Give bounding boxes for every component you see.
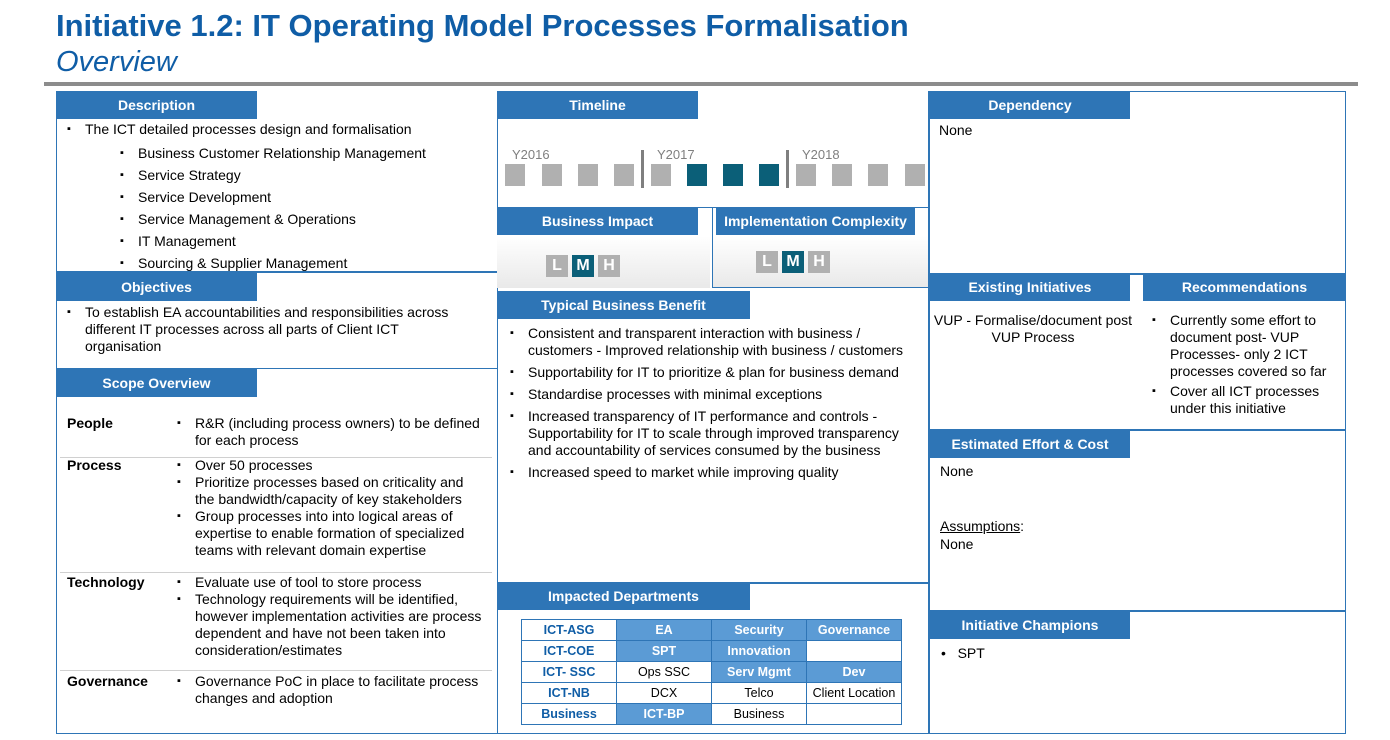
timeline-header: Timeline: [497, 91, 698, 119]
dependency-value: None: [939, 122, 973, 138]
scope-label-process: Process: [67, 457, 122, 473]
rating-high: H: [808, 251, 830, 273]
timeline-quarter: [687, 164, 707, 186]
dependency-header: Dependency: [930, 91, 1130, 119]
scope-label-technology: Technology: [67, 574, 145, 590]
recommendation-item: ▪ Currently some effort to document post- VUP Processes- only 2 ICT processes covered so far: [1152, 312, 1342, 380]
timeline-quarter: [723, 164, 743, 186]
rating-low: L: [756, 251, 778, 273]
scope-header: Scope Overview: [56, 369, 257, 397]
timeline-year-label: Y2018: [802, 147, 840, 162]
benefit-item: ▪ Consistent and transparent interaction with business / customers - Improved relationship with business / customers: [510, 325, 914, 359]
objectives-item: ▪ To establish EA accountabilities and responsibilities across different IT processes across all parts of Client ICT organisation: [67, 304, 477, 355]
department-cell: [807, 641, 902, 662]
description-item: ▪ Sourcing & Supplier Management: [120, 255, 487, 272]
department-cell: Client Location: [807, 683, 902, 704]
recommendation-item: ▪ Cover all ICT processes under this initiative: [1152, 383, 1342, 417]
description-content: [67, 121, 487, 277]
effort-value: None: [940, 463, 974, 479]
scope-bullet: ▪ Technology requirements will be identified, however implementation activities are process dependent and have not been taken into consideration/estimates: [177, 591, 482, 659]
benefit-item: ▪ Supportability for IT to prioritize & plan for business demand: [510, 364, 914, 381]
timeline-quarter: [505, 164, 525, 186]
scope-bullet: ▪ R&R (including process owners) to be defined for each process: [177, 415, 482, 449]
department-cell: Security: [712, 620, 807, 641]
objectives-content: [67, 304, 477, 355]
department-cell: EA: [617, 620, 712, 641]
scope-bullets-technology: [177, 574, 482, 659]
benefit-list: [510, 325, 914, 486]
champions-header: Initiative Champions: [930, 611, 1130, 639]
scope-label-governance: Governance: [67, 673, 148, 689]
description-item: ▪ IT Management: [120, 233, 487, 250]
rating-medium: M: [782, 251, 804, 273]
description-items: [120, 145, 487, 272]
timeline-quarter: [651, 164, 671, 186]
champion-name: SPT: [957, 645, 985, 661]
department-cell: Ops SSC: [617, 662, 712, 683]
timeline-quarter: [542, 164, 562, 186]
business-impact-rating: [546, 255, 624, 277]
recommendations-header: Recommendations: [1143, 273, 1346, 301]
benefit-item: ▪ Increased speed to market while improving quality: [510, 464, 914, 481]
champions-value: • SPT: [941, 645, 985, 661]
department-cell: ICT-BP: [617, 704, 712, 725]
benefit-item: ▪ Standardise processes with minimal exceptions: [510, 386, 914, 403]
department-cell: Business: [712, 704, 807, 725]
timeline-quarter: [614, 164, 634, 186]
scope-bullet: ▪ Evaluate use of tool to store process: [177, 574, 482, 591]
department-cell: SPT: [617, 641, 712, 662]
department-cell: Business: [522, 704, 617, 725]
scope-bullets-governance: [177, 673, 482, 707]
department-cell: ICT- SSC: [522, 662, 617, 683]
rating-low: L: [546, 255, 568, 277]
complexity-header: Implementation Complexity: [716, 207, 915, 235]
description-item: ▪ Business Customer Relationship Management: [120, 145, 487, 162]
departments-table: [521, 619, 902, 725]
assumptions-label-text: Assumptions: [940, 518, 1021, 534]
department-cell: [807, 704, 902, 725]
scope-divider: [60, 670, 492, 671]
department-cell: ICT-COE: [522, 641, 617, 662]
existing-header: Existing Initiatives: [930, 273, 1130, 301]
department-row: [522, 641, 902, 662]
description-item: ▪ Service Strategy: [120, 167, 487, 184]
rating-high: H: [598, 255, 620, 277]
scope-bullet: ▪ Governance PoC in place to facilitate process changes and adoption: [177, 673, 482, 707]
scope-bullets-process: [177, 457, 482, 559]
page-subtitle: Overview: [56, 46, 177, 78]
effort-header: Estimated Effort & Cost: [930, 430, 1130, 458]
timeline-quarter: [832, 164, 852, 186]
timeline-quarter: [759, 164, 779, 186]
title-rule: [44, 82, 1358, 86]
department-cell: Innovation: [712, 641, 807, 662]
department-cell: DCX: [617, 683, 712, 704]
description-header: Description: [56, 91, 257, 119]
scope-divider: [60, 572, 492, 573]
department-row: [522, 704, 902, 725]
business-impact-header: Business Impact: [497, 207, 698, 235]
rating-medium: M: [572, 255, 594, 277]
assumptions-label: [940, 518, 1024, 535]
departments-header: Impacted Departments: [497, 582, 750, 610]
department-cell: Governance: [807, 620, 902, 641]
benefit-item: ▪ Increased transparency of IT performance and controls - Supportability for IT to scale through improved transparency and accountability of services consumed by the business: [510, 408, 914, 459]
department-cell: ICT-NB: [522, 683, 617, 704]
description-item: ▪ Service Development: [120, 189, 487, 206]
timeline-year-label: Y2017: [657, 147, 695, 162]
scope-bullet: ▪ Prioritize processes based on criticality and the bandwidth/capacity of key stakeholders: [177, 474, 482, 508]
timeline-year-divider: [786, 150, 789, 188]
department-cell: Serv Mgmt: [712, 662, 807, 683]
timeline-quarter: [796, 164, 816, 186]
timeline-quarter: [578, 164, 598, 186]
scope-bullets-people: [177, 415, 482, 449]
department-row: [522, 620, 902, 641]
recommendations-list: [1152, 312, 1342, 417]
objectives-header: Objectives: [56, 273, 257, 301]
description-main: ▪ The ICT detailed processes design and formalisation: [67, 121, 487, 138]
timeline-quarter: [905, 164, 925, 186]
timeline-year-label: Y2016: [512, 147, 550, 162]
page-title: Initiative 1.2: IT Operating Model Processes Formalisation: [56, 8, 909, 43]
description-item: ▪ Service Management & Operations: [120, 211, 487, 228]
department-cell: Dev: [807, 662, 902, 683]
department-row: [522, 662, 902, 683]
scope-label-people: People: [67, 415, 113, 431]
department-cell: Telco: [712, 683, 807, 704]
department-row: [522, 683, 902, 704]
timeline-year-divider: [641, 150, 644, 188]
benefit-header: Typical Business Benefit: [497, 291, 750, 319]
complexity-rating: [756, 251, 834, 273]
assumptions-value: None: [940, 536, 974, 552]
scope-bullet: ▪ Over 50 processes: [177, 457, 482, 474]
existing-value: VUP - Formalise/document post VUP Process: [933, 312, 1133, 345]
timeline-quarter: [868, 164, 888, 186]
scope-bullet: ▪ Group processes into into logical areas of expertise to enable formation of specialized teams with relevant domain expertise: [177, 508, 482, 559]
department-cell: ICT-ASG: [522, 620, 617, 641]
assumptions-colon: :: [1020, 518, 1025, 534]
